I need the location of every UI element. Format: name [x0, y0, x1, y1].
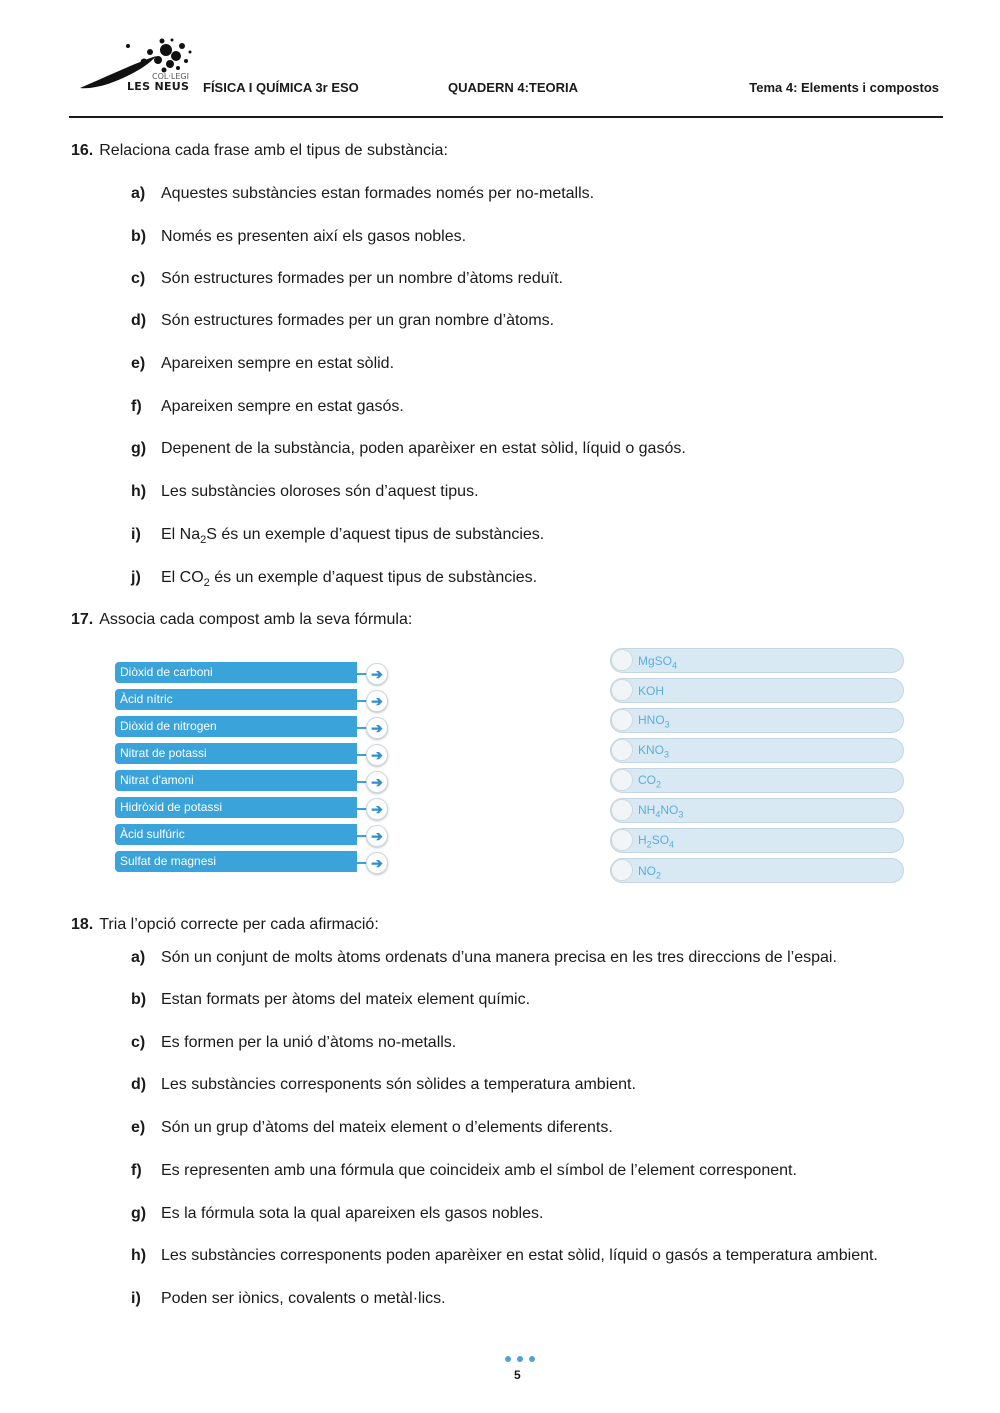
formula-label: $HNO_3$ — [638, 713, 670, 730]
item-text: Les substàncies corresponents poden aparèixer en estat sòlid, líquid o gasós a temperatura ambient. — [161, 1247, 878, 1264]
formula-label: $CO_2$ — [638, 773, 662, 790]
item-letter: h) — [131, 1247, 147, 1264]
formula-label: MgSO$_4$ — [638, 654, 678, 671]
logo-school-name: LES NEUS — [127, 80, 190, 93]
compound-pill[interactable]: Diòxid de carboni — [115, 662, 357, 683]
item-text: El Na — [161, 526, 201, 543]
item-letter: f) — [131, 398, 142, 415]
subscript: 2 — [200, 534, 207, 547]
item-text: Estan formats per àtoms del mateix element químic. — [161, 991, 531, 1008]
page-dot-icon — [517, 1356, 523, 1362]
compound-pill[interactable]: Nitrat de potassi — [115, 743, 357, 764]
item-text: Només es presenten així els gasos nobles. — [161, 228, 467, 245]
q18-item-d — [131, 1076, 636, 1094]
item-text: Són estructures formades per un gran nombre d’àtoms. — [161, 312, 555, 329]
header-subject: FÍSICA I QUÍMICA 3r ESO — [203, 80, 359, 95]
q16-item-i — [131, 526, 544, 546]
arrow-right-icon[interactable]: ➔ — [366, 717, 388, 739]
item-letter: a) — [131, 949, 146, 966]
question-number: 16. — [71, 142, 94, 159]
item-text: Es formen per la unió d’àtoms no-metalls. — [161, 1034, 457, 1051]
item-letter: c) — [131, 270, 146, 287]
header-quadern: QUADERN 4:TEORIA — [448, 80, 579, 95]
question-18-prompt — [71, 916, 379, 934]
q16-item-e — [131, 355, 394, 373]
q16-item-f — [131, 398, 404, 416]
item-text: Són estructures formades per un nombre d’àtoms reduït. — [161, 270, 563, 287]
item-text: Les substàncies corresponents són sòlides a temperatura ambient. — [161, 1076, 636, 1093]
subscript: 2 — [203, 577, 210, 590]
item-text: Aquestes substàncies estan formades només per no-metalls. — [161, 185, 595, 202]
compound-pill[interactable]: Diòxid de nitrogen — [115, 716, 357, 737]
q16-item-g — [131, 440, 686, 458]
header-divider — [69, 116, 943, 118]
item-letter: i) — [131, 1290, 141, 1307]
item-text: Poden ser iònics, covalents o metàl·lics. — [161, 1290, 446, 1307]
item-letter: a) — [131, 185, 146, 202]
item-letter: g) — [131, 440, 147, 457]
item-letter: g) — [131, 1205, 147, 1222]
page-dot-icon — [529, 1356, 535, 1362]
item-text: Es la fórmula sota la qual apareixen els gasos nobles. — [161, 1205, 544, 1222]
question-16-prompt — [71, 142, 448, 160]
item-letter: c) — [131, 1034, 146, 1051]
question-text: Associa cada compost amb la seva fórmula: — [99, 611, 413, 628]
arrow-right-icon[interactable]: ➔ — [366, 825, 388, 847]
page-dot-icon — [505, 1356, 511, 1362]
compound-pill[interactable]: Àcid nítric — [115, 689, 357, 710]
question-text: Relaciona cada frase amb el tipus de substància: — [99, 142, 448, 159]
radio-circle-icon[interactable] — [611, 649, 633, 671]
q18-item-b — [131, 991, 530, 1009]
item-text: Són un conjunt de molts àtoms ordenats d’una manera precisa en les tres direccions de l’espai. — [161, 949, 837, 966]
item-letter: j) — [131, 569, 141, 586]
item-text: és un exemple d’aquest tipus de substàncies. — [209, 569, 538, 586]
item-text: Les substàncies oloroses són d’aquest tipus. — [161, 483, 479, 500]
item-letter: d) — [131, 312, 147, 329]
page-number: 5 — [514, 1368, 521, 1382]
q18-item-h — [131, 1247, 878, 1265]
q16-item-j — [131, 569, 537, 589]
item-letter: b) — [131, 228, 147, 245]
formula-label: $KNO_3$ — [638, 743, 670, 760]
item-text: Es representen amb una fórmula que coincideix amb el símbol de l’element corresponent. — [161, 1162, 797, 1179]
compound-pill[interactable]: Hidròxid de potassi — [115, 797, 357, 818]
q18-item-g — [131, 1205, 543, 1223]
arrow-right-icon[interactable]: ➔ — [366, 690, 388, 712]
arrow-right-icon[interactable]: ➔ — [366, 744, 388, 766]
arrow-right-icon[interactable]: ➔ — [366, 771, 388, 793]
q16-item-a — [131, 185, 594, 203]
q18-item-i — [131, 1290, 446, 1308]
item-letter: h) — [131, 483, 147, 500]
item-text: Són un grup d’àtoms del mateix element o d’elements diferents. — [161, 1119, 613, 1136]
item-text: S és un exemple d’aquest tipus de substàncies. — [206, 526, 545, 543]
formula-label: $NH_4NO_3$ — [638, 803, 684, 820]
item-text: Apareixen sempre en estat gasós. — [161, 398, 404, 415]
logo-college-text: COL·LEGI — [152, 72, 189, 81]
q16-item-h — [131, 483, 479, 501]
item-text: Depenent de la substància, poden aparèixer en estat sòlid, líquid o gasós. — [161, 440, 686, 457]
item-text: Apareixen sempre en estat sòlid. — [161, 355, 395, 372]
question-number: 18. — [71, 916, 94, 933]
question-text: Tria l’opció correcte per cada afirmació: — [99, 916, 379, 933]
item-letter: i) — [131, 526, 141, 543]
q18-item-e — [131, 1119, 613, 1137]
question-number: 17. — [71, 611, 94, 628]
formula-label: $H_2SO_4$ — [638, 833, 675, 850]
arrow-right-icon[interactable]: ➔ — [366, 663, 388, 685]
arrow-right-icon[interactable]: ➔ — [366, 852, 388, 874]
q18-item-f — [131, 1162, 797, 1180]
radio-circle-icon[interactable] — [611, 739, 633, 761]
compound-pill[interactable]: Nitrat d'amoni — [115, 770, 357, 791]
formula-label: $NO_2$ — [638, 864, 662, 881]
item-letter: e) — [131, 1119, 146, 1136]
q16-item-c — [131, 270, 563, 288]
radio-circle-icon[interactable] — [611, 709, 633, 731]
radio-circle-icon[interactable] — [611, 799, 633, 821]
radio-circle-icon[interactable] — [611, 679, 633, 701]
arrow-right-icon[interactable]: ➔ — [366, 798, 388, 820]
radio-circle-icon[interactable] — [611, 769, 633, 791]
compound-pill[interactable]: Àcid sulfúric — [115, 824, 357, 845]
q16-item-b — [131, 228, 466, 246]
radio-circle-icon[interactable] — [611, 829, 633, 851]
compound-pill[interactable]: Sulfat de magnesi — [115, 851, 357, 872]
item-letter: e) — [131, 355, 146, 372]
question-17-prompt — [71, 611, 412, 629]
q18-item-a — [131, 949, 837, 967]
item-text: El CO — [161, 569, 204, 586]
q18-item-c — [131, 1034, 456, 1052]
item-letter: b) — [131, 991, 147, 1008]
item-letter: f) — [131, 1162, 142, 1179]
formula-label: KOH — [638, 684, 665, 698]
item-letter: d) — [131, 1076, 147, 1093]
q16-item-d — [131, 312, 554, 330]
radio-circle-icon[interactable] — [611, 859, 633, 881]
header-tema: Tema 4: Elements i compostos — [749, 80, 939, 95]
